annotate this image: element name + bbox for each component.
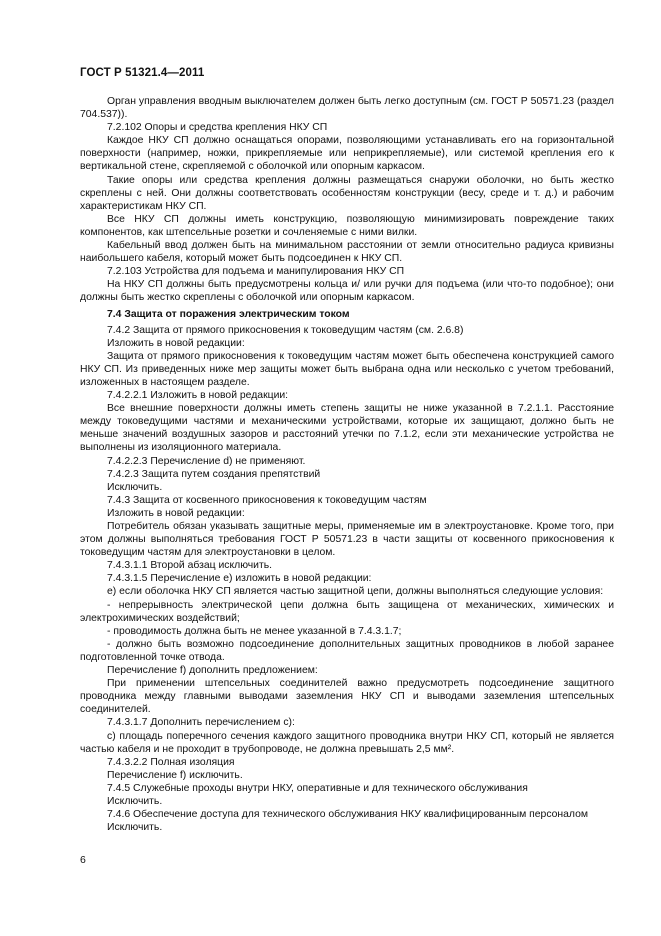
paragraph: На НКУ СП должны быть предусмотрены кольца и/ или ручки для подъема (или что-то подобное); они должны быть жестко скреплены с оболочкой или опорным каркасом. [80,279,614,304]
list-item: е) если оболочка НКУ СП является частью защитной цепи, должны выполняться следующие условия: [107,586,604,598]
section-heading: 7.2.102 Опоры и средства крепления НКУ СП [107,122,328,134]
section-heading: 7.4.3.1.5 Перечисление е) изложить в новой редакции: [107,573,372,585]
paragraph: Исключить. [107,822,163,834]
list-item: с) площадь поперечного сечения каждого защитного проводника внутри НКУ СП, который не является частью кабеля и не проходит в трубопроводе, не должна превышать 2,5 мм². [80,730,614,755]
paragraph: Каждое НКУ СП должно оснащаться опорами, позволяющими устанавливать его на горизонтальной поверхности (например, ножки, прикрепляемые или неприкрепляемые), или системой крепления его к вертикальной стене, скрепляемой с оболочкой или опорным каркасом. [80,135,614,173]
section-heading: 7.4.2 Защита от прямого прикосновения к токоведущим частям (см. 2.6.8) [107,324,464,336]
paragraph: Изложить в новой редакции: [107,507,245,519]
paragraph: Исключить. [107,795,163,807]
section-heading: 7.4.6 Обеспечение доступа для технического обслуживания НКУ квалифицированным персоналом [107,809,589,821]
document-header: ГОСТ Р 51321.4—2011 [80,67,205,79]
section-heading: 7.2.103 Устройства для подъема и манипулирования НКУ СП [107,266,405,278]
section-heading: 7.4.3.1.7 Дополнить перечислением с): [107,717,295,729]
paragraph: Такие опоры или средства крепления должны размещаться снаружи оболочки, но быть жестко скреплены с ней. Они должны соответствовать особенностям конструкции (весу, среде и т. д.) и рабочим характеристикам НКУ СП. [80,174,614,212]
paragraph: Изложить в новой редакции: [107,337,245,349]
section-heading: 7.4.3.1.1 Второй абзац исключить. [107,560,273,572]
section-heading: 7.4.5 Служебные проходы внутри НКУ, оперативные и для технического обслуживания [107,782,528,794]
paragraph: Кабельный ввод должен быть на минимальном расстоянии от земли относительно радиуса кривизны наибольшего кабеля, который может быть подсоединен к НКУ СП. [80,240,614,265]
page-number: 6 [80,854,86,866]
list-item: - проводимость должна быть не менее указанной в 7.4.3.1.7; [107,625,402,637]
paragraph: Исключить. [107,481,163,493]
section-heading: 7.4.2.2.3 Перечисление d) не применяют. [107,455,306,467]
list-item: - непрерывность электрической цепи должна быть защищена от механических, химических и электрохимических воздействий; [80,599,614,624]
paragraph: Все внешние поверхности должны иметь степень защиты не ниже указанной в 7.2.1.1. Расстояние между токоведущими частями и механическими устройствами, которые их защищают, должно быть не меньше значений воздушных зазоров и расстояний утечки по 7.1.2, если эти механические устройства не выполнены из изоляционного материала. [80,403,614,454]
paragraph: Потребитель обязан указывать защитные меры, применяемые им в электроустановке. Кроме того, при этом должны выполняться требования ГОСТ Р 50571.23 в части защиты от косвенного прикосновения к токоведущим частям для электроустановки в целом. [80,521,614,559]
paragraph: Защита от прямого прикосновения к токоведущим частям может быть обеспечена конструкцией самого НКУ СП. Из приведенных ниже мер защиты может быть выбрана одна или несколько с учетом требований, изложенных в настоящем разделе. [80,350,614,388]
paragraph: Перечисление f) дополнить предложением: [107,665,318,677]
section-heading: 7.4.2.3 Защита путем создания препятствий [107,468,321,480]
section-heading: 7.4.3 Защита от косвенного прикосновения к токоведущим частям [107,494,427,506]
paragraph: Орган управления вводным выключателем должен быть легко доступным (см. ГОСТ Р 50571.23 (раздел 704.537)). [80,96,614,121]
list-item: - должно быть возможно подсоединение дополнительных защитных проводников в любой заранее подготовленной точке отвода. [80,638,614,663]
document-body [80,95,614,834]
paragraph: Перечисление f) исключить. [107,769,243,781]
section-heading: 7.4.2.2.1 Изложить в новой редакции: [107,390,289,402]
bold-section-heading: 7.4 Защита от поражения электрическим током [107,308,350,320]
section-heading: 7.4.3.2.2 Полная изоляция [107,756,235,768]
paragraph: Все НКУ СП должны иметь конструкцию, позволяющую минимизировать повреждение таких компонентов, как штепсельные розетки и сочленяемые с ними вилки. [80,213,614,238]
paragraph: При применении штепсельных соединителей важно предусмотреть подсоединение защитного проводника между главными выводами заземления НКУ СП и выводами заземления штепсельных соединителей. [80,678,614,716]
